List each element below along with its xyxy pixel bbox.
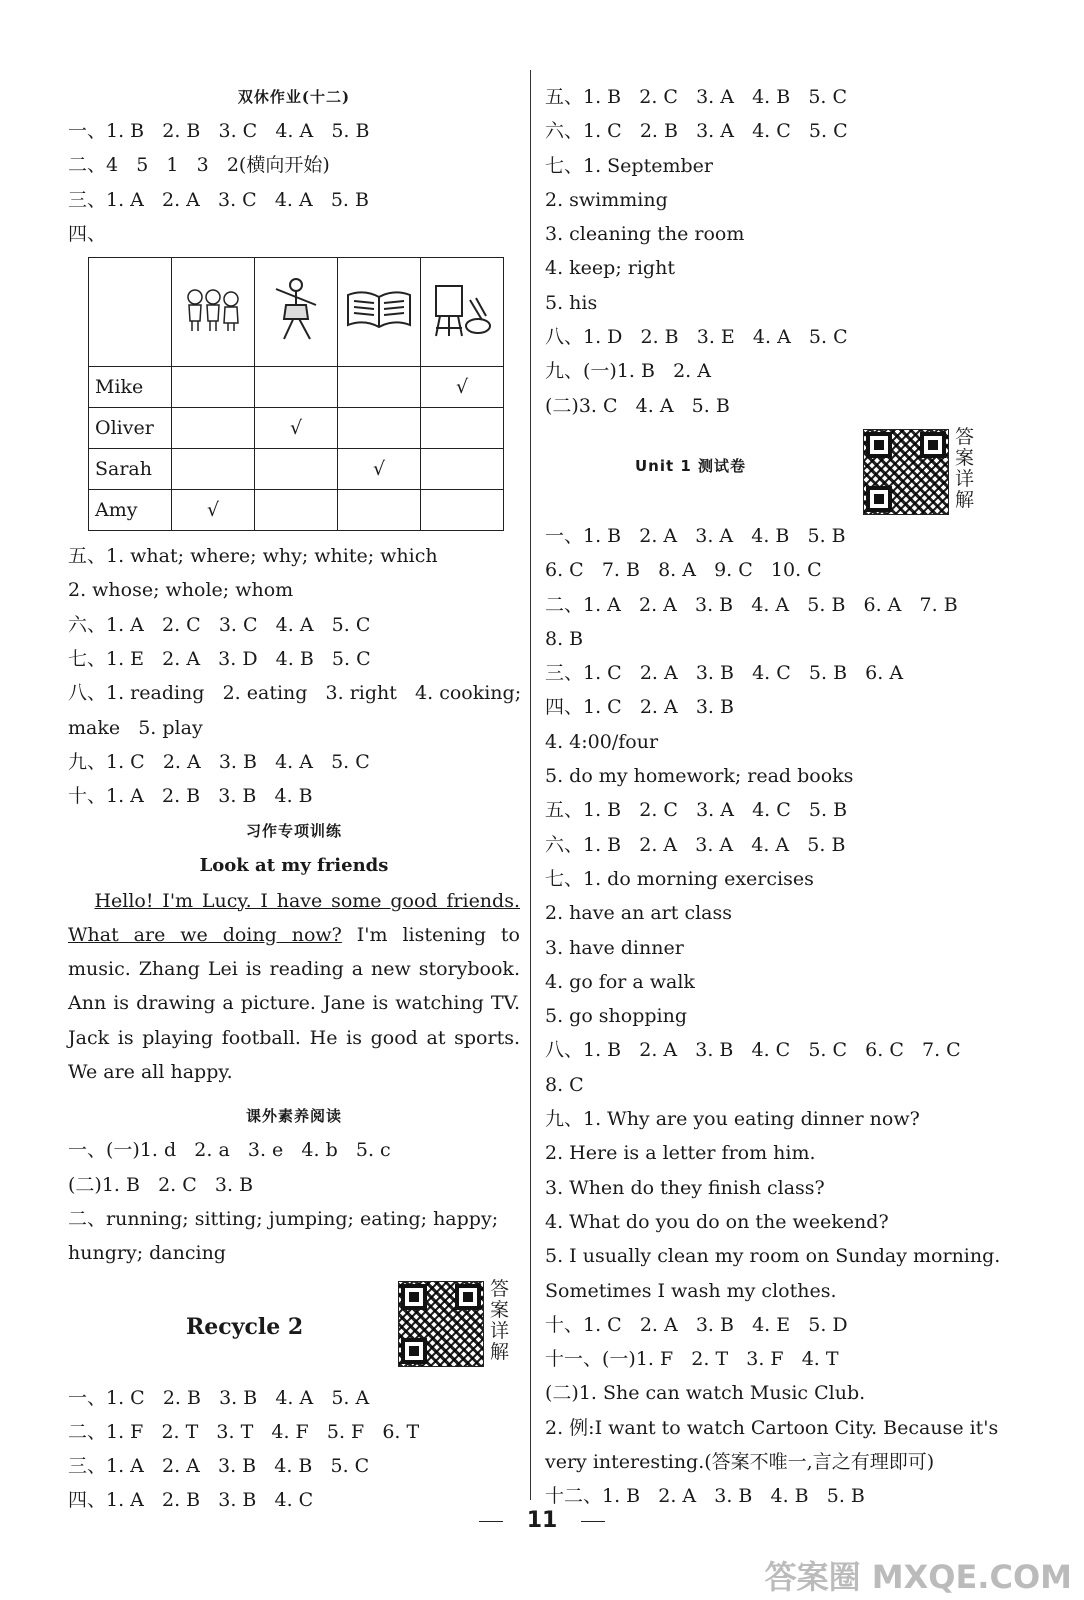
answer-line: 四、1. C 2. A 3. B: [545, 696, 734, 719]
answer-line: 4. go for a walk: [545, 970, 695, 993]
qr-label: 答案详解: [955, 425, 975, 511]
answer-line: 5. go shopping: [545, 1005, 688, 1028]
table-row-name: Amy: [89, 490, 172, 531]
table-row: [89, 367, 504, 408]
answer-line: 2. have an art class: [545, 902, 732, 925]
answer-line: 6. C 7. B 8. A 9. C 10. C: [545, 559, 822, 582]
page-number-dash: [479, 1521, 503, 1522]
answer-line: 六、1. B 2. A 3. A 4. A 5. B: [545, 833, 846, 856]
table-cell: [255, 449, 338, 490]
answer-line: 七、1. September: [545, 154, 713, 177]
answer-line: 5. do my homework; read books: [545, 765, 854, 788]
answer-line: 二、1. A 2. A 3. B 4. A 5. B 6. A 7. B: [545, 593, 958, 616]
essay-body: [68, 884, 520, 1090]
answer-line: 八、1. D 2. B 3. E 4. A 5. C: [545, 326, 848, 349]
answer-line: 3. have dinner: [545, 936, 684, 959]
answer-line: 六、1. A 2. C 3. C 4. A 5. C: [68, 613, 371, 636]
table-corner-cell: [89, 258, 172, 367]
table-cell: [255, 367, 338, 408]
answer-line: (二)1. B 2. C 3. B: [68, 1173, 254, 1196]
table-cell: √: [172, 490, 255, 531]
table-cell: [172, 449, 255, 490]
answer-line: 4. What do you do on the weekend?: [545, 1210, 889, 1233]
table-cell: [338, 408, 421, 449]
answer-line: 2. whose; whole; whom: [68, 579, 294, 602]
activity-table: [88, 257, 504, 531]
table-cell: [421, 490, 504, 531]
qr-code-icon[interactable]: [863, 429, 949, 515]
site-watermark: 答案圈 MXQE.COM: [764, 1558, 1072, 1596]
answer-line: 九、1. Why are you eating dinner now?: [545, 1108, 920, 1131]
answer-line: 九、1. C 2. A 3. B 4. A 5. C: [68, 750, 370, 773]
table-row-name: Oliver: [89, 408, 172, 449]
answer-line: very interesting.(答案不唯一,言之有理即可): [545, 1450, 935, 1473]
answer-line: 十二、1. B 2. A 3. B 4. B 5. B: [545, 1485, 865, 1508]
table-row: [89, 449, 504, 490]
table-cell: [255, 490, 338, 531]
book-picture-icon: [338, 258, 421, 367]
answer-line: 八、1. reading 2. eating 3. right 4. cooking;: [68, 682, 522, 705]
answer-line: 二、1. F 2. T 3. T 4. F 5. F 6. T: [68, 1420, 420, 1443]
answer-line: (二)1. She can watch Music Club.: [545, 1382, 866, 1405]
answer-line: 三、1. C 2. A 3. B 4. C 5. B 6. A: [545, 662, 904, 685]
answer-line: 2. 例:I want to watch Cartoon City. Because it's: [545, 1416, 999, 1439]
answer-line: 十、1. C 2. A 3. B 4. E 5. D: [545, 1313, 848, 1336]
answer-line: 4. 4:00/four: [545, 730, 659, 753]
essay-title: Look at my friends: [199, 854, 389, 876]
left-column: [68, 80, 520, 1518]
table-cell: √: [255, 408, 338, 449]
answer-line: 五、1. what; where; why; white; which: [68, 545, 438, 568]
answer-line: 5. I usually clean my room on Sunday morning.: [545, 1245, 1001, 1268]
table-cell: [421, 449, 504, 490]
table-cell: [338, 367, 421, 408]
answer-line: 七、1. E 2. A 3. D 4. B 5. C: [68, 648, 371, 671]
answer-line: 4. keep; right: [545, 257, 675, 280]
answer-line: 3. When do they finish class?: [545, 1176, 825, 1199]
answer-line: 五、1. B 2. C 3. A 4. B 5. C: [545, 86, 848, 108]
answer-line: 2. swimming: [545, 188, 668, 211]
answer-line: 十一、(一)1. F 2. T 3. F 4. T: [545, 1348, 839, 1371]
unit-test-header: [545, 423, 1015, 519]
table-cell: [338, 490, 421, 531]
qr-code-icon[interactable]: [398, 1281, 484, 1367]
answer-line: 七、1. do morning exercises: [545, 867, 814, 890]
table-cell: √: [421, 367, 504, 408]
table-cell: [172, 367, 255, 408]
answer-line: (二)3. C 4. A 5. B: [545, 394, 730, 417]
answer-line: 九、(一)1. B 2. A: [545, 360, 711, 383]
section-title-weekend-homework: 双休作业(十二): [237, 88, 351, 106]
answer-line: 三、1. A 2. A 3. C 4. A 5. B: [68, 188, 369, 211]
answer-line: 5. his: [545, 291, 598, 314]
table-cell: [421, 408, 504, 449]
essay-underlined-opening: Hello! I'm Lucy. I have some good friends.: [94, 889, 521, 912]
recycle-title: Recycle 2: [186, 1313, 304, 1340]
answer-line: 二、running; sitting; jumping; eating; happy;: [68, 1207, 499, 1230]
page-number: [0, 1508, 1084, 1533]
answer-line: 六、1. C 2. B 3. A 4. C 5. C: [545, 120, 848, 143]
answer-line: 一、1. B 2. A 3. A 4. B 5. B: [545, 524, 846, 547]
answer-line: 3. cleaning the room: [545, 223, 745, 246]
unit-test-title: Unit 1 测试卷: [635, 456, 747, 475]
answer-line: 一、1. B 2. B 3. C 4. A 5. B: [68, 120, 370, 142]
column-divider: [530, 70, 531, 1500]
answer-line: 8. B: [545, 627, 584, 650]
answer-line: 四、1. A 2. B 3. B 4. C: [68, 1489, 314, 1512]
section-title-reading: 课外素养阅读: [245, 1107, 342, 1126]
essay-underlined-question: What are we doing now?: [68, 923, 342, 946]
answer-line: 一、1. C 2. B 3. B 4. A 5. A: [68, 1386, 370, 1409]
recycle-header: [68, 1271, 520, 1381]
kids-picture-icon: [172, 258, 255, 367]
right-column: [545, 80, 1015, 1514]
table-header-row: [89, 258, 504, 367]
page-number-value: 11: [526, 1508, 558, 1533]
answer-line: 四、: [68, 222, 107, 245]
table-cell: [172, 408, 255, 449]
answer-line: 二、4 5 1 3 2(横向开始): [68, 154, 330, 177]
answer-line: 五、1. B 2. C 3. A 4. C 5. B: [545, 799, 848, 822]
page-number-dash: [581, 1521, 605, 1522]
answer-line: 2. Here is a letter from him.: [545, 1142, 816, 1165]
answer-line: Sometimes I wash my clothes.: [545, 1279, 837, 1302]
section-title-writing: 习作专项训练: [245, 821, 342, 840]
answer-line: 一、(一)1. d 2. a 3. e 4. b 5. c: [68, 1139, 391, 1162]
qr-label: 答案详解: [490, 1277, 510, 1363]
answer-line: 八、1. B 2. A 3. B 4. C 5. C 6. C 7. C: [545, 1039, 961, 1062]
answer-line: 十、1. A 2. B 3. B 4. B: [68, 785, 313, 808]
table-row: [89, 408, 504, 449]
answer-line: 8. C: [545, 1073, 584, 1096]
table-row-name: Sarah: [89, 449, 172, 490]
table-row: [89, 490, 504, 531]
table-row-name: Mike: [89, 367, 172, 408]
answer-line: hungry; dancing: [68, 1242, 226, 1265]
answer-line: 三、1. A 2. A 3. B 4. B 5. C: [68, 1455, 370, 1478]
essay-rest: I'm listening to music. Zhang Lei is reading a new storybook. Ann is drawing a picture. Jane is watching TV. Jack is playing football. He is good at sports. We are all happy.: [68, 923, 520, 1084]
taichi-picture-icon: [255, 258, 338, 367]
answer-line: make 5. play: [68, 716, 203, 739]
easel-painting-icon: [421, 258, 504, 367]
table-cell: √: [338, 449, 421, 490]
